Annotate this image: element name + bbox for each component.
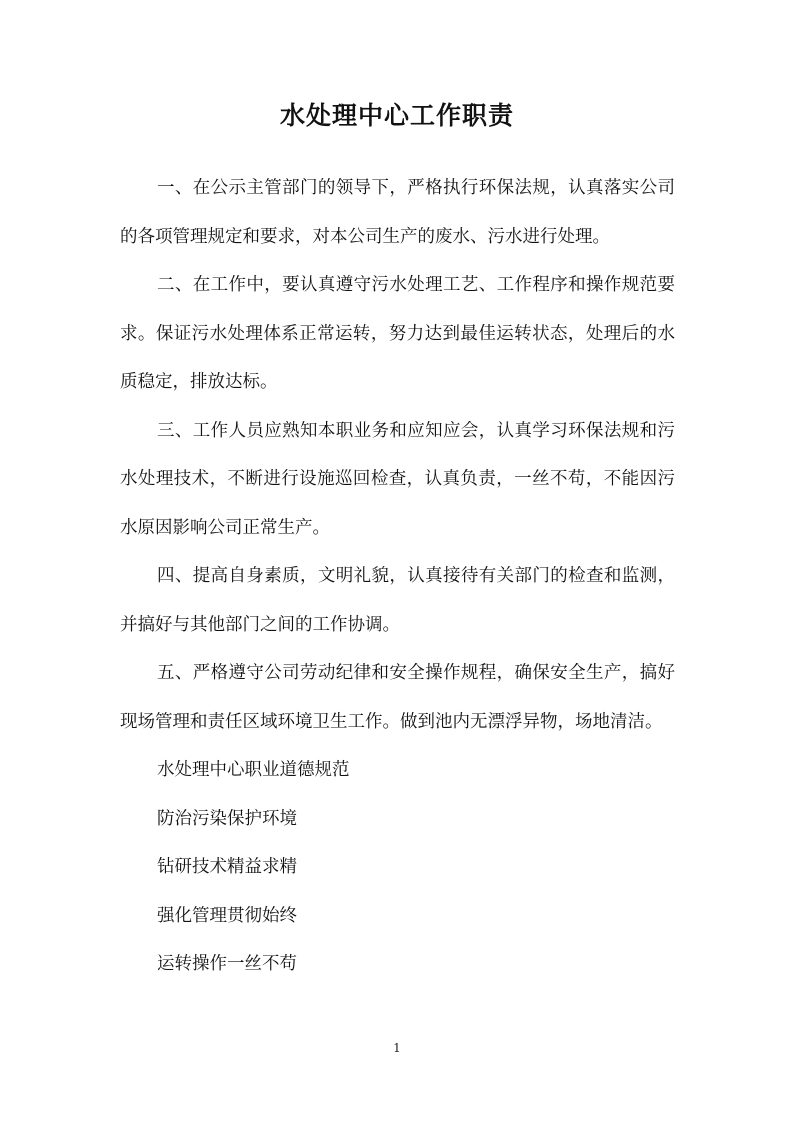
- ethics-code-list: [120, 746, 675, 989]
- duty-paragraph-4: 四、提高自身素质，文明礼貌，认真接待有关部门的检查和监测，并搞好与其他部门之间的工作协调。: [120, 566, 675, 635]
- page-number: 1: [393, 1041, 401, 1055]
- ethics-code-heading: 水处理中心职业道德规范: [157, 760, 350, 780]
- duty-paragraph-5: 五、严格遵守公司劳动纪律和安全操作规程，确保安全生产，搞好现场管理和责任区域环境卫生工作。做到池内无漂浮异物，场地清洁。: [120, 663, 675, 732]
- ethics-code-line: 运转操作一丝不苟: [157, 954, 297, 974]
- duty-paragraph-1: 一、在公示主管部门的领导下，严格执行环保法规，认真落实公司的各项管理规定和要求，对本公司生产的废水、污水进行处理。: [120, 178, 675, 247]
- document-body: [120, 164, 675, 989]
- duty-paragraph-3: 三、工作人员应熟知本职业务和应知应会，认真学习环保法规和污水处理技术，不断进行设施巡回检查，认真负责，一丝不苟，不能因污水原因影响公司正常生产。: [120, 420, 675, 538]
- ethics-code-line: 防治污染保护环境: [157, 808, 297, 829]
- ethics-code-line: 强化管理贯彻始终: [157, 905, 297, 926]
- document-title: 水处理中心工作职责: [279, 101, 514, 130]
- ethics-code-line: 钻研技术精益求精: [157, 857, 297, 877]
- duty-paragraph-2: 二、在工作中，要认真遵守污水处理工艺、工作程序和操作规范要求。保证污水处理体系正常运转，努力达到最佳运转状态，处理后的水质稳定，排放达标。: [120, 275, 675, 392]
